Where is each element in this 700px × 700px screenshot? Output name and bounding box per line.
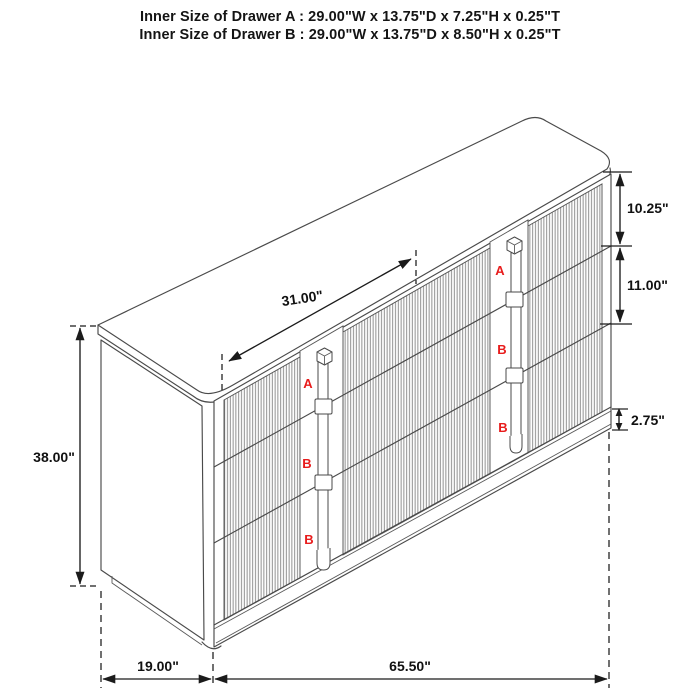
title-line-drawer-b: Inner Size of Drawer B : 29.00"W x 13.75"D x 8.50"H x 0.25"T xyxy=(139,27,561,43)
dim-base-label: 2.75" xyxy=(631,412,665,428)
dim-top-span-label: 31.00" xyxy=(280,287,325,310)
title-line-drawer-a: Inner Size of Drawer A : 29.00"W x 13.75"D x 7.25"H x 0.25"T xyxy=(139,9,561,25)
handle-right-bar xyxy=(511,249,521,444)
dim-width-label: 65.50" xyxy=(389,658,431,674)
handle-left-foot xyxy=(317,548,330,570)
handle-right-foot xyxy=(510,434,522,453)
dim-drawer-b-label: 11.00" xyxy=(627,277,668,293)
drawer-marker-b2-right: B xyxy=(498,420,508,435)
fluted-panel-right xyxy=(528,184,602,453)
fluted-panel-left xyxy=(224,357,300,620)
handle-left-collar-1 xyxy=(315,399,332,414)
drawer-marker-b2-left: B xyxy=(304,532,314,547)
drawer-marker-b1-right: B xyxy=(497,342,507,357)
dim-height xyxy=(33,326,98,586)
handle-right-collar-1 xyxy=(506,292,523,307)
handle-left-collar-2 xyxy=(315,475,332,490)
handle-right-collar-2 xyxy=(506,368,523,383)
dim-drawer-a-label: 10.25" xyxy=(627,200,669,216)
drawer-marker-a-right: A xyxy=(495,263,505,278)
handle-left-bar xyxy=(318,356,328,560)
dim-base xyxy=(612,408,665,431)
dresser-drawing xyxy=(98,118,611,649)
dim-depth-label: 19.00" xyxy=(137,658,179,674)
drawer-marker-b1-left: B xyxy=(302,456,312,471)
dim-height-label: 38.00" xyxy=(33,449,75,465)
drawer-marker-a-left: A xyxy=(303,376,313,391)
